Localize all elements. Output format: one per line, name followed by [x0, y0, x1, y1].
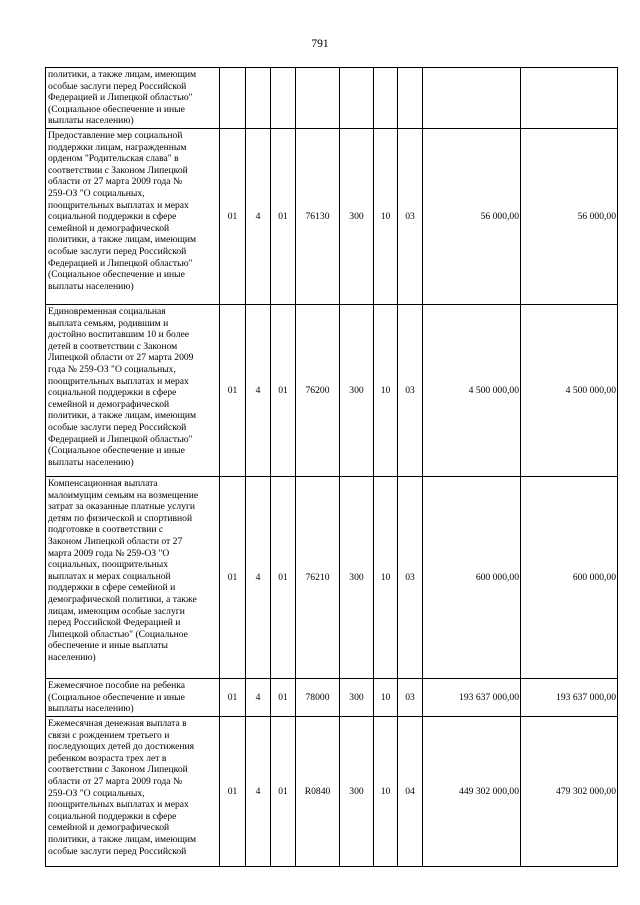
code-cell: 76130 [296, 128, 340, 304]
code-cell: 10 [374, 476, 398, 678]
code-cell: 76210 [296, 476, 340, 678]
code-cell: 01 [220, 128, 246, 304]
row-description: политики, а также лицам, имеющим особые заслуги перед Российской Федерацией и Липецкой областью" (Социальное обеспечение и иные выплаты населению) [46, 68, 220, 129]
row-description: Предоставление мер социальной поддержки лицам, награжденным орденом "Родительская слава" в соответствии с Законом Липецкой области от 27 марта 2009 года № 259-ОЗ "О социальных, поощрительных выплатах и мерах социальной поддержки в сфере семейной и демографической политики, а также лицам, имеющим особые заслуги перед Российской Федерацией и Липецкой областью" (Социальное обеспечение и иные выплаты населению) [46, 128, 220, 304]
code-cell [340, 68, 374, 129]
amount-cell: 449 302 000,00 [423, 716, 521, 866]
code-cell [220, 68, 246, 129]
code-cell: 10 [374, 716, 398, 866]
code-cell: 01 [271, 678, 296, 716]
amount-cell: 600 000,00 [423, 476, 521, 678]
code-cell: 03 [398, 304, 423, 476]
table-row [46, 678, 618, 716]
budget-table [45, 67, 618, 867]
amount-cell [423, 68, 521, 129]
code-cell: 78000 [296, 678, 340, 716]
code-cell [271, 68, 296, 129]
table-row [46, 476, 618, 678]
row-description: Компенсационная выплата малоимущим семьям на возмещение затрат за оказанные платные услуги детям по физической и спортивной подготовке в соответствии с Законом Липецкой области от 27 марта 2009 года № 259-ОЗ "О социальных, поощрительных выплатах и мерах социальной поддержки в сфере семейной и демографической политики, а также лицам, имеющим особые заслуги перед Российской Федерацией и Липецкой областью" (Социальное обеспечение и иные выплаты населению) [46, 476, 220, 678]
code-cell: 300 [340, 304, 374, 476]
code-cell: 03 [398, 476, 423, 678]
amount-cell: 4 500 000,00 [521, 304, 618, 476]
row-description: Ежемесячное пособие на ребенка (Социальное обеспечение и иные выплаты населению) [46, 678, 220, 716]
code-cell: 4 [246, 716, 271, 866]
amount-cell: 479 302 000,00 [521, 716, 618, 866]
amount-cell: 193 637 000,00 [423, 678, 521, 716]
code-cell: R0840 [296, 716, 340, 866]
code-cell: 03 [398, 678, 423, 716]
code-cell: 01 [271, 476, 296, 678]
table-row [46, 128, 618, 304]
code-cell: 300 [340, 678, 374, 716]
code-cell: 10 [374, 128, 398, 304]
code-cell: 01 [220, 304, 246, 476]
code-cell [246, 68, 271, 129]
code-cell: 10 [374, 304, 398, 476]
table-row [46, 68, 618, 129]
amount-cell [521, 68, 618, 129]
code-cell: 4 [246, 476, 271, 678]
code-cell: 300 [340, 476, 374, 678]
table-row [46, 304, 618, 476]
code-cell: 01 [271, 304, 296, 476]
code-cell: 01 [220, 476, 246, 678]
table-row [46, 716, 618, 866]
page-number: 791 [311, 38, 329, 50]
code-cell: 01 [271, 716, 296, 866]
code-cell: 10 [374, 678, 398, 716]
row-description: Ежемесячная денежная выплата в связи с рождением третьего и последующих детей до достижения ребенком возраста трех лет в соответствии с Законом Липецкой области от 27 марта 2009 года № 259-ОЗ "О социальных, поощрительных выплатах и мерах социальной поддержки в сфере семейной и демографической политики, а также лицам, имеющим особые заслуги перед Российской [46, 716, 220, 866]
amount-cell: 4 500 000,00 [423, 304, 521, 476]
code-cell: 01 [220, 678, 246, 716]
code-cell [296, 68, 340, 129]
amount-cell: 56 000,00 [521, 128, 618, 304]
code-cell: 4 [246, 678, 271, 716]
code-cell [374, 68, 398, 129]
code-cell: 03 [398, 128, 423, 304]
code-cell [398, 68, 423, 129]
amount-cell: 193 637 000,00 [521, 678, 618, 716]
amount-cell: 56 000,00 [423, 128, 521, 304]
code-cell: 01 [220, 716, 246, 866]
code-cell: 01 [271, 128, 296, 304]
amount-cell: 600 000,00 [521, 476, 618, 678]
code-cell: 76200 [296, 304, 340, 476]
code-cell: 300 [340, 716, 374, 866]
code-cell: 04 [398, 716, 423, 866]
code-cell: 300 [340, 128, 374, 304]
code-cell: 4 [246, 304, 271, 476]
row-description: Единовременная социальная выплата семьям, родившим и достойно воспитавшим 10 и более детей в соответствии с Законом Липецкой области от 27 марта 2009 года № 259-ОЗ "О социальных, поощрительных выплатах и мерах социальной поддержки в сфере семейной и демографической политики, а также лицам, имеющим особые заслуги перед Российской Федерацией и Липецкой областью" (Социальное обеспечение и иные выплаты населению) [46, 304, 220, 476]
code-cell: 4 [246, 128, 271, 304]
